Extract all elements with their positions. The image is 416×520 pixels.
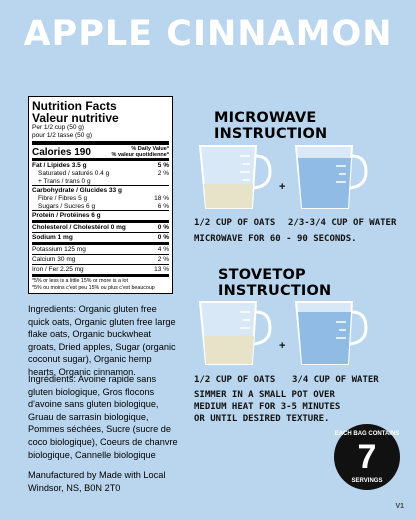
measuring-cup-water-icon: [292, 296, 368, 368]
nutrient-value: 18 %: [154, 195, 169, 202]
nutrient-row: [32, 254, 169, 264]
nutrient-value: 13 %: [154, 266, 169, 273]
nutrient-row: [32, 170, 169, 178]
nutrient-row: [32, 220, 169, 232]
badge-top-text: EACH BAG CONTAINS: [334, 431, 400, 437]
measuring-cup-oats-icon: [196, 140, 272, 212]
nutrient-value: 0 %: [157, 224, 169, 231]
nutrient-label: Fat / Lipides 3.5 g: [32, 162, 87, 169]
microwave-water-amount: 2/3-3/4 CUP OF WATER: [288, 218, 397, 228]
nutrient-label: Cholesterol / Cholestérol 0 mg: [32, 224, 126, 231]
footnote-fr: *5% ou moins c'est peu 15% ou plus c'est beaucoup: [32, 284, 155, 291]
nutrition-footnote: [32, 274, 169, 291]
nutrition-heading-en: Nutrition Facts: [32, 99, 117, 113]
nutrient-label: Potassium 125 mg: [32, 246, 86, 253]
measuring-cup-water-icon: [292, 140, 368, 212]
nutrient-row: [32, 264, 169, 274]
badge-bottom-text: SERVINGS: [351, 478, 383, 484]
stovetop-instruction-line-3: OR UNTIL DESIRED TEXTURE.: [194, 414, 330, 424]
serving-size-en: Per 1/2 cup (50 g): [32, 124, 85, 131]
stovetop-water-amount: 3/4 CUP OF WATER: [292, 375, 379, 385]
product-title: APPLE CINNAMON: [23, 14, 393, 54]
nutrient-row: [32, 178, 169, 186]
nutrient-label: + Trans / trans 0 g: [38, 177, 91, 185]
nutrient-row: [32, 195, 169, 203]
nutrient-value: 2 %: [157, 256, 169, 263]
calories-row: [32, 141, 169, 158]
microwave-oats-amount: 1/2 CUP OF OATS: [194, 218, 276, 228]
footnote-en: *5% or less is a little 15% or more is a lot: [32, 278, 128, 284]
nutrient-label: Protein / Protéines 6 g: [32, 212, 101, 219]
nutrient-value: 4 %: [157, 246, 169, 253]
daily-value-en: % Daily Value*: [131, 146, 169, 152]
plus-sign: +: [279, 340, 286, 352]
nutrient-value: 0 %: [157, 234, 169, 241]
nutrition-facts-table: [28, 96, 173, 294]
nutrient-row: [32, 158, 169, 170]
nutrient-value: 5 %: [157, 162, 169, 169]
nutrition-heading-fr: Valeur nutritive: [32, 111, 119, 125]
stovetop-instruction-line-2: MEDIUM HEAT FOR 3-5 MINUTES: [194, 402, 341, 412]
nutrient-row: [32, 185, 169, 195]
nutrient-label: Iron / Fer 2.25 mg: [32, 266, 84, 273]
ingredients-en: Ingredients: Organic gluten free quick oats, Organic gluten free large flake oats, Organic buckwheat groats, Dried apples, Sugar (organic coconut sugar), Organic hemp hearts, Organic cinnamon.: [28, 304, 176, 377]
servings-count: 7: [357, 438, 377, 476]
serving-size-fr: pour 1/2 tasse (50 g): [32, 132, 92, 139]
nutrient-value: 2 %: [157, 170, 169, 177]
nutrient-label: Sugars / Sucres 6 g: [38, 202, 96, 210]
nutrient-label: Fibre / Fibres 5 g: [38, 195, 88, 202]
microwave-instruction: MICROWAVE FOR 60 - 90 SECONDS.: [194, 234, 357, 244]
nutrient-row: [32, 203, 169, 211]
nutrient-label: Calcium 30 mg: [32, 256, 76, 263]
microwave-title: MICROWAVE INSTRUCTION: [214, 110, 328, 142]
ingredients-fr: Ingrédients: Avoine rapide sans gluten biologique, Gros flocons d'avoine sans gluten biologique, Gruau de sarrasin biologique, Pommes séchées, Sucre (sucre de coco biologique), Coeurs de chanvre biologique, Cannelle biologique: [28, 374, 178, 460]
nutrient-row: [32, 232, 169, 242]
nutrient-label: Sodium 1 mg: [32, 234, 73, 241]
daily-value-header: [112, 146, 169, 158]
nutrient-row: [32, 210, 169, 220]
nutrient-row: [32, 242, 169, 254]
plus-sign: +: [279, 181, 286, 193]
measuring-cup-oats-icon: [196, 296, 272, 368]
version-label: V1: [395, 503, 404, 510]
nutrient-label: Carbohydrate / Glucides 33 g: [32, 187, 122, 194]
nutrient-label: Saturated / saturés 0.4 g: [38, 170, 110, 177]
stovetop-title: STOVETOP INSTRUCTION: [218, 267, 332, 299]
nutrient-value: 6 %: [157, 202, 169, 210]
servings-badge: [334, 424, 400, 490]
daily-value-fr: % valeur quotidienne*: [111, 152, 169, 158]
manufacturer-info: Manufactured by Made with Local Windsor, NS, B0N 2T0: [28, 470, 166, 493]
calories-label: Calories 190: [32, 147, 91, 158]
stovetop-oats-amount: 1/2 CUP OF OATS: [194, 375, 276, 385]
stovetop-instruction-line-1: SIMMER IN A SMALL POT OVER: [194, 390, 335, 400]
